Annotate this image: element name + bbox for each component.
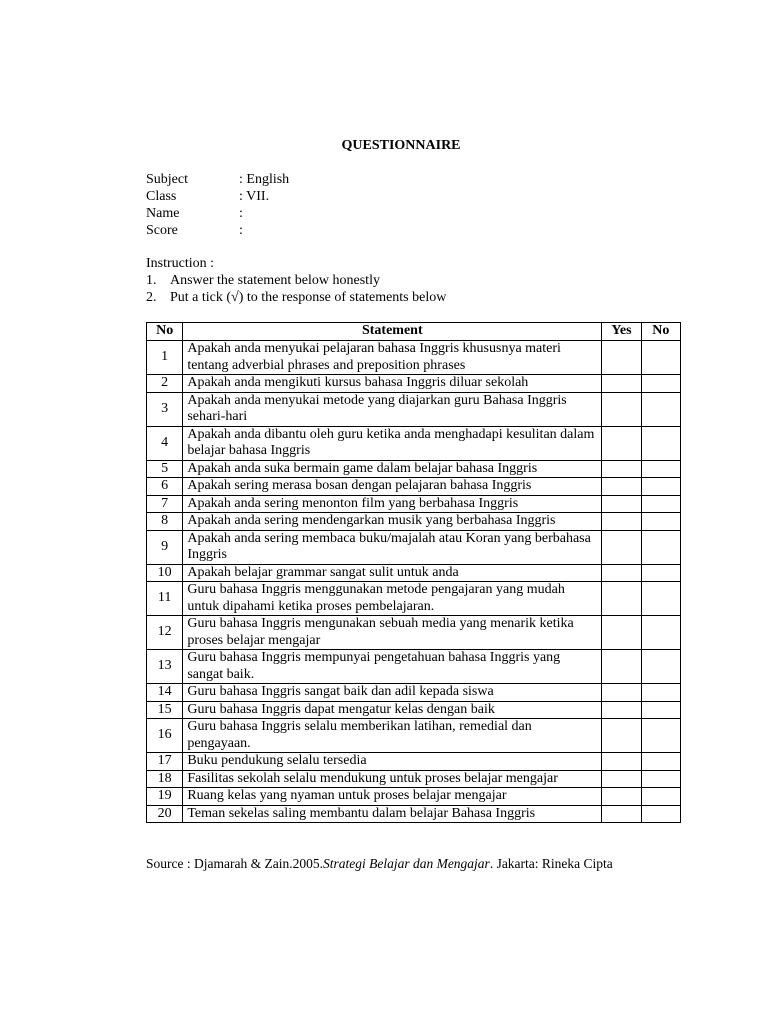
- no-answer-cell[interactable]: [641, 460, 680, 478]
- row-statement: Guru bahasa Inggris mengunakan sebuah media yang menarik ketika proses belajar mengajar: [183, 616, 602, 650]
- row-number: 17: [147, 753, 183, 771]
- yes-answer-cell[interactable]: [602, 478, 641, 496]
- source-citation: [146, 856, 613, 872]
- no-answer-cell[interactable]: [641, 650, 680, 684]
- row-statement: Buku pendukung selalu tersedia: [183, 753, 602, 771]
- instruction-text: Put a tick (√) to the response of statements below: [170, 290, 447, 305]
- row-number: 5: [147, 460, 183, 478]
- no-answer-cell[interactable]: [641, 684, 680, 702]
- table-row: [147, 770, 681, 788]
- table-row: [147, 495, 681, 513]
- info-row-subject: [146, 171, 289, 188]
- no-answer-cell[interactable]: [641, 719, 680, 753]
- row-number: 13: [147, 650, 183, 684]
- table-row: [147, 719, 681, 753]
- row-statement: Apakah anda mengikuti kursus bahasa Inggris diluar sekolah: [183, 375, 602, 393]
- row-statement: Apakah anda sering membaca buku/majalah atau Koran yang berbahasa Inggris: [183, 530, 602, 564]
- document-title: QUESTIONNAIRE: [341, 138, 461, 153]
- table-row: [147, 582, 681, 616]
- table-header-row: [147, 323, 681, 341]
- row-statement: Guru bahasa Inggris mempunyai pengetahuan bahasa Inggris yang sangat baik.: [183, 650, 602, 684]
- no-answer-cell[interactable]: [641, 770, 680, 788]
- row-number: 7: [147, 495, 183, 513]
- yes-answer-cell[interactable]: [602, 753, 641, 771]
- row-statement: Ruang kelas yang nyaman untuk proses belajar mengajar: [183, 788, 602, 806]
- info-value: :: [239, 223, 243, 238]
- row-number: 10: [147, 564, 183, 582]
- header-no: No: [147, 323, 183, 341]
- row-statement: Apakah anda dibantu oleh guru ketika anda menghadapi kesulitan dalam belajar bahasa Inggris: [183, 426, 602, 460]
- header-no-answer: No: [641, 323, 680, 341]
- instruction-number: 2.: [146, 290, 157, 305]
- info-row-score: [146, 222, 289, 239]
- row-number: 1: [147, 341, 183, 375]
- row-statement: Teman sekelas saling membantu dalam belajar Bahasa Inggris: [183, 805, 602, 823]
- info-label: Name: [146, 206, 180, 221]
- table-row: [147, 513, 681, 531]
- info-value: : VII.: [239, 189, 270, 204]
- info-label: Subject: [146, 172, 188, 187]
- yes-answer-cell[interactable]: [602, 788, 641, 806]
- no-answer-cell[interactable]: [641, 375, 680, 393]
- no-answer-cell[interactable]: [641, 582, 680, 616]
- row-number: 2: [147, 375, 183, 393]
- yes-answer-cell[interactable]: [602, 805, 641, 823]
- instructions: [146, 255, 446, 306]
- row-number: 16: [147, 719, 183, 753]
- no-answer-cell[interactable]: [641, 478, 680, 496]
- no-answer-cell[interactable]: [641, 616, 680, 650]
- table-row: [147, 805, 681, 823]
- instruction-item: [146, 272, 446, 289]
- yes-answer-cell[interactable]: [602, 616, 641, 650]
- row-statement: Apakah anda menyukai metode yang diajarkan guru Bahasa Inggris sehari-hari: [183, 392, 602, 426]
- table-row: [147, 341, 681, 375]
- table-row: [147, 701, 681, 719]
- no-answer-cell[interactable]: [641, 341, 680, 375]
- row-statement: Apakah anda sering menonton film yang berbahasa Inggris: [183, 495, 602, 513]
- table-row: [147, 392, 681, 426]
- row-number: 9: [147, 530, 183, 564]
- yes-answer-cell[interactable]: [602, 650, 641, 684]
- no-answer-cell[interactable]: [641, 495, 680, 513]
- row-number: 15: [147, 701, 183, 719]
- no-answer-cell[interactable]: [641, 513, 680, 531]
- table-row: [147, 564, 681, 582]
- table-row: [147, 753, 681, 771]
- table-row: [147, 375, 681, 393]
- student-info: [146, 171, 289, 239]
- row-number: 4: [147, 426, 183, 460]
- yes-answer-cell[interactable]: [602, 770, 641, 788]
- header-statement: Statement: [183, 323, 602, 341]
- row-statement: Apakah anda menyukai pelajaran bahasa Inggris khususnya materi tentang adverbial phrases and preposition phrases: [183, 341, 602, 375]
- row-number: 20: [147, 805, 183, 823]
- yes-answer-cell[interactable]: [602, 719, 641, 753]
- info-row-name: [146, 205, 289, 222]
- table-row: [147, 426, 681, 460]
- yes-answer-cell[interactable]: [602, 495, 641, 513]
- table-row: [147, 684, 681, 702]
- yes-answer-cell[interactable]: [602, 513, 641, 531]
- no-answer-cell[interactable]: [641, 701, 680, 719]
- no-answer-cell[interactable]: [641, 805, 680, 823]
- row-statement: Guru bahasa Inggris dapat mengatur kelas dengan baik: [183, 701, 602, 719]
- row-statement: Fasilitas sekolah selalu mendukung untuk proses belajar mengajar: [183, 770, 602, 788]
- instruction-text: Answer the statement below honestly: [170, 273, 380, 288]
- no-answer-cell[interactable]: [641, 426, 680, 460]
- instruction-heading: Instruction :: [146, 256, 215, 271]
- header-yes: Yes: [602, 323, 641, 341]
- row-number: 6: [147, 478, 183, 496]
- questionnaire-table: [146, 322, 681, 823]
- source-suffix: . Jakarta: Rineka Cipta: [489, 856, 613, 871]
- yes-answer-cell[interactable]: [602, 530, 641, 564]
- yes-answer-cell[interactable]: [602, 375, 641, 393]
- row-number: 3: [147, 392, 183, 426]
- no-answer-cell[interactable]: [641, 753, 680, 771]
- info-value: : English: [239, 172, 290, 187]
- row-number: 11: [147, 582, 183, 616]
- info-value: :: [239, 206, 243, 221]
- no-answer-cell[interactable]: [641, 530, 680, 564]
- row-number: 19: [147, 788, 183, 806]
- table-row: [147, 616, 681, 650]
- table-row: [147, 530, 681, 564]
- source-prefix: Source : Djamarah & Zain.2005.: [146, 856, 323, 871]
- no-answer-cell[interactable]: [641, 788, 680, 806]
- row-number: 18: [147, 770, 183, 788]
- table-row: [147, 788, 681, 806]
- no-answer-cell[interactable]: [641, 392, 680, 426]
- yes-answer-cell[interactable]: [602, 392, 641, 426]
- row-number: 14: [147, 684, 183, 702]
- source-book-title: Strategi Belajar dan Mengajar: [322, 856, 490, 871]
- yes-answer-cell[interactable]: [602, 341, 641, 375]
- table-row: [147, 478, 681, 496]
- info-label: Score: [146, 223, 178, 238]
- info-row-class: [146, 188, 289, 205]
- table-row: [147, 460, 681, 478]
- info-label: Class: [146, 189, 177, 204]
- instruction-number: 1.: [146, 273, 157, 288]
- row-statement: Apakah anda sering mendengarkan musik yang berbahasa Inggris: [183, 513, 602, 531]
- yes-answer-cell[interactable]: [602, 564, 641, 582]
- yes-answer-cell[interactable]: [602, 426, 641, 460]
- yes-answer-cell[interactable]: [602, 684, 641, 702]
- table-row: [147, 650, 681, 684]
- yes-answer-cell[interactable]: [602, 582, 641, 616]
- row-number: 8: [147, 513, 183, 531]
- instruction-item: [146, 289, 446, 306]
- row-statement: Apakah belajar grammar sangat sulit untuk anda: [183, 564, 602, 582]
- row-statement: Guru bahasa Inggris sangat baik dan adil kepada siswa: [183, 684, 602, 702]
- row-statement: Apakah sering merasa bosan dengan pelajaran bahasa Inggris: [183, 478, 602, 496]
- no-answer-cell[interactable]: [641, 564, 680, 582]
- row-statement: Guru bahasa Inggris selalu memberikan latihan, remedial dan pengayaan.: [183, 719, 602, 753]
- row-statement: Apakah anda suka bermain game dalam belajar bahasa Inggris: [183, 460, 602, 478]
- row-number: 12: [147, 616, 183, 650]
- yes-answer-cell[interactable]: [602, 701, 641, 719]
- row-statement: Guru bahasa Inggris menggunakan metode pengajaran yang mudah untuk dipahami ketika proses pembelajaran.: [183, 582, 602, 616]
- yes-answer-cell[interactable]: [602, 460, 641, 478]
